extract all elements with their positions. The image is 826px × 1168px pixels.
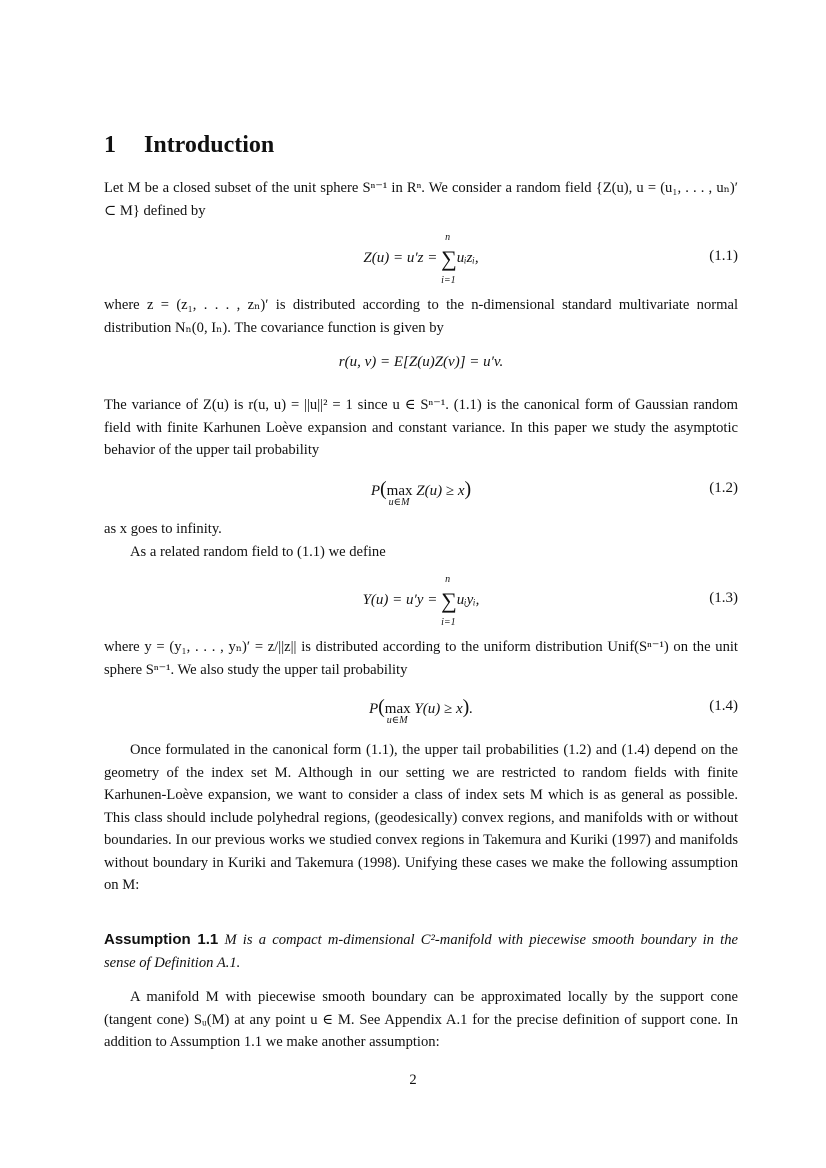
assumption-1-1 [104,929,738,974]
paragraph-4: as x goes to infinity. [104,521,222,537]
sum-symbol: ∑ n i=1 [441,574,457,628]
sum-upper: n [445,232,451,243]
eq2-prob: P [370,483,380,499]
sum-lower: i=1 [441,617,456,628]
assumption-text: M is a compact m-dimensional C²-manifold with piecewise smooth boundary in the sense of Definition A.1. [104,932,739,971]
max-operator: max u∈M [386,483,413,508]
eq4-prob: P [368,701,379,717]
sum-lower: i=1 [441,275,456,286]
eq1-tag: (1.1) [709,248,738,264]
eq1-lhs: Z(u) = u′z = [363,250,442,266]
paragraph-2: where z = (z₁, . . . , zₙ)′ is distributed according to the n-dimensional standard multivariate normal distribution Nₙ(0, Iₙ). The covariance function is given by [104,297,738,336]
paragraph-6: where y = (y₁, . . . , yₙ)′ = z/||z|| is distributed according to the uniform distribution Unif(Sⁿ⁻¹) on the unit sphere Sⁿ⁻¹. We also study the upper tail probability [104,639,738,678]
paragraph-3: The variance of Z(u) is r(u, u) = ||u||² = 1 since u ∈ Sⁿ⁻¹. (1.1) is the canonical form of Gaussian random field with finite Karhunen Loève expansion and constant variance. In this paper we study the asymptotic behavior of the upper tail probability [104,397,738,458]
paragraph-1: Let M be a closed subset of the unit sphere Sⁿ⁻¹ in Rⁿ. We consider a random field {Z(u), u = (u₁, . . . , uₙ)′ ⊂ M} defined by [104,180,738,219]
max-subscript: u∈M [386,715,408,726]
eq1-rhs: uᵢzᵢ, [456,250,479,266]
max-operator: max u∈M [384,701,411,726]
paragraph-7: Once formulated in the canonical form (1.1), the upper tail probabilities (1.2) and (1.4) depend on the geometry of the index set M. Although in our setting we are restricted to random fields with finite Karhunen-Loève expansion, we want to consider a class of index sets M which is as general as possible. This class should include polyhedral regions, (geodesically) convex regions, and manifolds with or without boundaries. In our previous works we studied convex regions in Takemura and Kuriki (1997) and manifolds without boundary in Kuriki and Takemura (1998). Unifying these cases we make the following assumption on M: [104,742,738,893]
equation-covariance [104,354,738,380]
eq2-tag: (1.2) [709,480,738,496]
paragraph-8: A manifold M with piecewise smooth boundary can be approximated locally by the support cone (tangent cone) Sᵤ(M) at any point u ∈ M. See Appendix A.1 for the precise definition of support cone. In addition to Assumption 1.1 we make another assumption: [104,989,738,1050]
page-number: 2 [409,1072,417,1088]
equation-1-4: P(max u∈M Y(u) ≥ x). (1.4) [368,696,738,726]
eq2-post: Z(u) ≥ x [416,483,465,499]
section-title: Introduction [144,132,275,158]
eq3-tag: (1.3) [709,590,738,606]
paragraph-5: As a related random field to (1.1) we define [130,544,386,560]
eq3-rhs: uᵢyᵢ, [456,592,480,608]
section-heading [104,132,274,159]
section-number: 1 [104,132,116,158]
eq3-lhs: Y(u) = u′y = [362,592,442,608]
equation-1-1 [104,232,738,286]
sum-upper: n [445,574,451,585]
eq-cov-text: r(u, v) = E[Z(u)Z(v)] = u′v. [338,354,504,370]
equation-1-2: P(max u∈M Z(u) ≥ x) (1.2) [370,478,738,508]
sum-symbol: ∑ n i=1 [441,232,457,286]
eq4-post: Y(u) ≥ x [414,701,463,717]
equation-1-3 [104,574,738,628]
eq4-tag: (1.4) [709,698,738,714]
max-subscript: u∈M [388,497,410,508]
assumption-head: Assumption 1.1 [104,931,219,948]
